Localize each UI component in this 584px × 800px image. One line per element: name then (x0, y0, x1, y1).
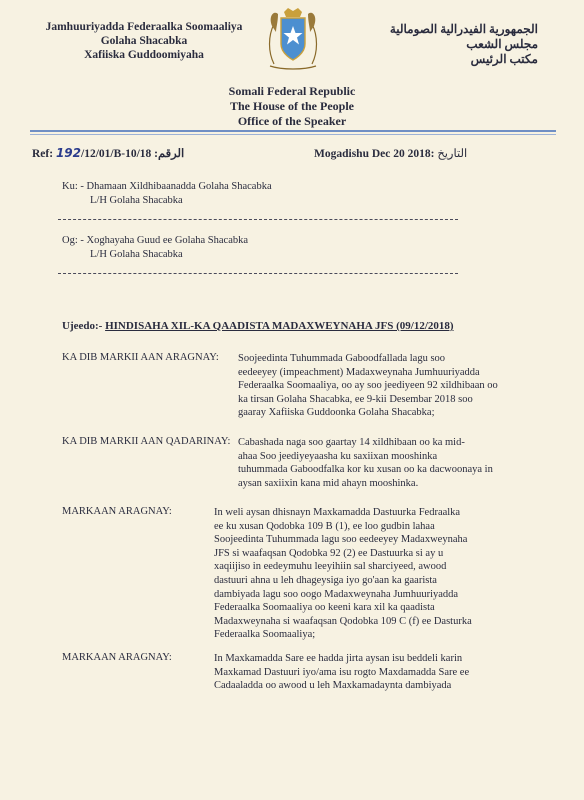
section-3-line: dastuuri ahna u leh dhageysiga iyo go'aan ka gaarista (214, 574, 437, 586)
section-4-line: Maxkamad Dastuuri iyo/ama isu rogto Maxdamadda Sare ee (214, 666, 470, 678)
cc-block (62, 234, 248, 262)
subject-text: HINDISAHA XIL-KA QAADISTA MADAXWEYNAHA JFS (09/12/2018) (105, 320, 454, 332)
reference-label: Ref: (32, 148, 54, 160)
section-1-line: Federaalka Soomaaliya, oo ay soo jeediyeen 92 xildhibaan oo (238, 380, 498, 392)
cc-line2: L/H Golaha Shacabka (90, 249, 183, 260)
section-1-line: gaaray Xafiiska Guddoonka Golaha Shacabka; (238, 407, 435, 419)
section-3-line: xaqiijiso in eedeymuhu leeyihiin sal sharciyeed, awood (214, 561, 447, 573)
section-2-body (238, 436, 493, 490)
section-3-line: Federaalka Soomaaliya; (214, 629, 316, 641)
letterhead-english-line1: Somali Federal Republic (228, 84, 356, 98)
letterhead-somali-line3: Xafiiska Guddoomiyaha (84, 49, 204, 61)
section-1-line: ka tirsan Golaha Shacabka, ee 9-kii Desembar 2018 soo (238, 393, 473, 405)
section-3-line: In weli aysan dhisnayn Maxkamadda Dastuurka Fedraalka (214, 507, 461, 518)
section-4-label: MARKAAN ARAGNAY: (62, 652, 172, 663)
letterhead-english-line3: Office of the Speaker (237, 114, 347, 128)
letterhead-arabic-line2: مجلس الشعب (466, 37, 538, 51)
reference-line (32, 146, 184, 160)
letterhead-english (192, 84, 392, 129)
to-line2: L/H Golaha Shacabka (90, 195, 183, 206)
section-1-line: eedeeyey (impeachment) Madaxweynaha Jumhuuriyadda (238, 366, 480, 378)
section-4-body (214, 652, 469, 693)
section-3-line: Madaxweynaha si waafaqsan Qodobka 109 C (f) ee Dasturka (214, 615, 472, 627)
section-1-line: Soojeedinta Tuhummada Gaboodfallada lagu soo (238, 353, 446, 364)
section-2-line: tuhummada Gaboodfalka kor ku xusan oo ka dacwoonaya in (238, 464, 493, 476)
subject-label: Ujeedo:- (62, 320, 103, 332)
reference-code: /12/01/B-10/18 (81, 148, 152, 160)
somalia-coat-of-arms-icon (264, 6, 322, 72)
letterhead-somali-line2: Golaha Shacabka (100, 35, 188, 47)
header-divider (30, 130, 556, 132)
section-2-line: ahaa Soo jeediyeyaasha ku saxiixan mooshinka (238, 450, 438, 462)
section-3-line: Soojeedinta Tuhummada lagu soo eedeeyey Madaxweynaha (214, 534, 468, 546)
section-3-line: dambiyada lagu soo oogo Madaxweynaha Jumhuuriyadda (214, 588, 459, 600)
date-text: Mogadishu Dec 20 2018: (314, 148, 435, 160)
section-3-line: Federaalka Soomaaliya oo keeni kara xil ka qaadista (214, 602, 435, 614)
section-4-line: In Maxkamadda Sare ee hadda jirta aysan isu beddeli karin (214, 653, 463, 664)
section-3-label: MARKAAN ARAGNAY: (62, 506, 172, 517)
section-1-label: KA DIB MARKII AAN ARAGNAY: (62, 352, 219, 363)
section-3-line: ee ku xusan Qodobka 109 B (1), ee loo gudbin lahaa (214, 520, 435, 532)
to-label: Ku: (62, 181, 78, 192)
reference-arabic-label: الرقم: (154, 148, 185, 160)
letterhead-arabic (378, 22, 538, 67)
cc-label: Og: (62, 235, 78, 246)
subject-line (62, 320, 454, 332)
date-arabic-label: التاريخ (437, 148, 468, 160)
section-3-body (214, 506, 472, 642)
letterhead-arabic-line1: الجمهورية الفيدرالية الصومالية (389, 22, 538, 36)
letterhead-english-line2: The House of the People (230, 99, 354, 113)
letterhead-arabic-line3: مكتب الرئيس (470, 52, 538, 66)
section-2-line: aysan saxiixin kana mid ahayn mooshinka. (238, 477, 419, 489)
letterhead-somali-line1: Jamhuuriyadda Federaalka Soomaaliya (45, 21, 243, 33)
section-4-line: Cadaaladda oo awood u leh Maxkamadaynta dambiyada (214, 680, 452, 692)
section-2-line: Cabashada naga soo gaartay 14 xildhibaan oo ka mid- (238, 437, 465, 448)
reference-handwritten-number: 192 (55, 146, 82, 160)
section-1-body (238, 352, 498, 420)
cc-separator (58, 273, 458, 274)
date-line (314, 146, 467, 160)
cc-line1: - Xoghayaha Guud ee Golaha Shacabka (80, 235, 249, 246)
header-divider-thin (30, 134, 556, 135)
letterhead-somali (28, 20, 260, 62)
to-block (62, 180, 272, 208)
to-separator (58, 219, 458, 220)
section-3-line: JFS si waafaqsan Qodobka 92 (2) ee Dastuurka si ay u (214, 547, 444, 559)
section-2-label: KA DIB MARKII AAN QADARINAY: (62, 436, 231, 447)
to-line1: - Dhamaan Xildhibaanadda Golaha Shacabka (80, 181, 272, 192)
